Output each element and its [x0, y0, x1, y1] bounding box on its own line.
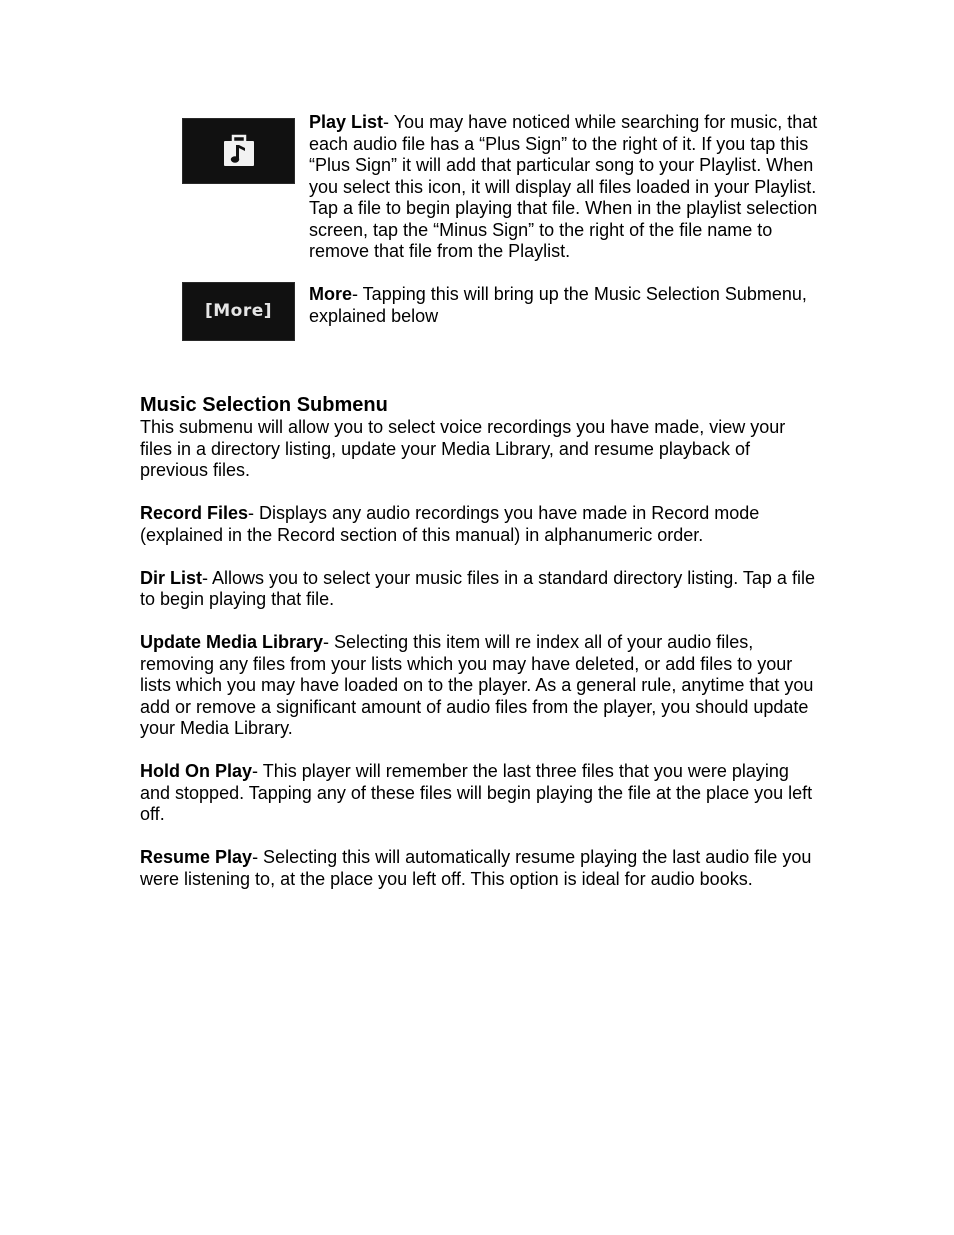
playlist-title: Play List: [309, 112, 384, 132]
more-button-label: [More]: [204, 300, 273, 321]
record-files-title: Record Files: [140, 503, 249, 523]
update-media-library-title: Update Media Library: [140, 632, 324, 652]
record-files-text: - Displays any audio recordings you have made in Record mode (explained in the Record section of this manual) in alphanumeric order.: [140, 503, 760, 545]
update-media-library-text: - Selecting this item will re index all of your audio files, removing any files from your lists which you may have deleted, or add files to your lists which you may have loaded on to the player. As a general rule, anytime that you add or remove a significant amount of audio files from the player, you should update your Media Library.: [140, 632, 814, 738]
hold-on-play-text: - This player will remember the last three files that you were playing and stopped. Tapping any of these files will begin playing the file at the place you left off.: [140, 761, 813, 824]
record-files-item: [140, 503, 820, 546]
resume-play-title: Resume Play: [140, 847, 253, 867]
more-text: - Tapping this will bring up the Music Selection Submenu, explained below: [309, 284, 807, 326]
submenu-section: [140, 393, 820, 912]
more-description: [309, 284, 819, 327]
more-title: More: [309, 284, 353, 304]
submenu-intro: This submenu will allow you to select voice recordings you have made, view your files in a directory listing, update your Media Library, and resume playback of previous files.: [140, 417, 786, 480]
resume-play-item: [140, 847, 820, 890]
dir-list-title: Dir List: [140, 567, 203, 588]
more-button-icon: [182, 282, 295, 341]
dir-list-text: - Allows you to select your music files in a standard directory listing. Tap a file to begin playing that file.: [140, 567, 815, 609]
update-media-library-item: [140, 632, 820, 740]
playlist-text: - You may have noticed while searching for music, that each audio file has a “Plus Sign” to the right of it. If you tap this “Plus Sign” it will add that particular song to your Playlist. When you select this icon, it will display all files loaded in your Playlist. Tap a file to begin playing that file. When in the playlist selection screen, tap the “Minus Sign” to the right of the file name to remove that file from the Playlist.: [309, 112, 818, 261]
hold-on-play-item: [140, 761, 820, 826]
playlist-item: [182, 112, 819, 263]
resume-play-text: - Selecting this will automatically resume playing the last audio file you were listening to, at the place you left off. This option is ideal for audio books.: [140, 847, 812, 889]
more-item: [182, 284, 819, 341]
playlist-description: [309, 112, 819, 263]
music-folder-icon: [182, 118, 295, 184]
submenu-heading: Music Selection Submenu: [140, 394, 388, 416]
hold-on-play-title: Hold On Play: [140, 761, 253, 781]
dir-list-item: [140, 568, 820, 611]
